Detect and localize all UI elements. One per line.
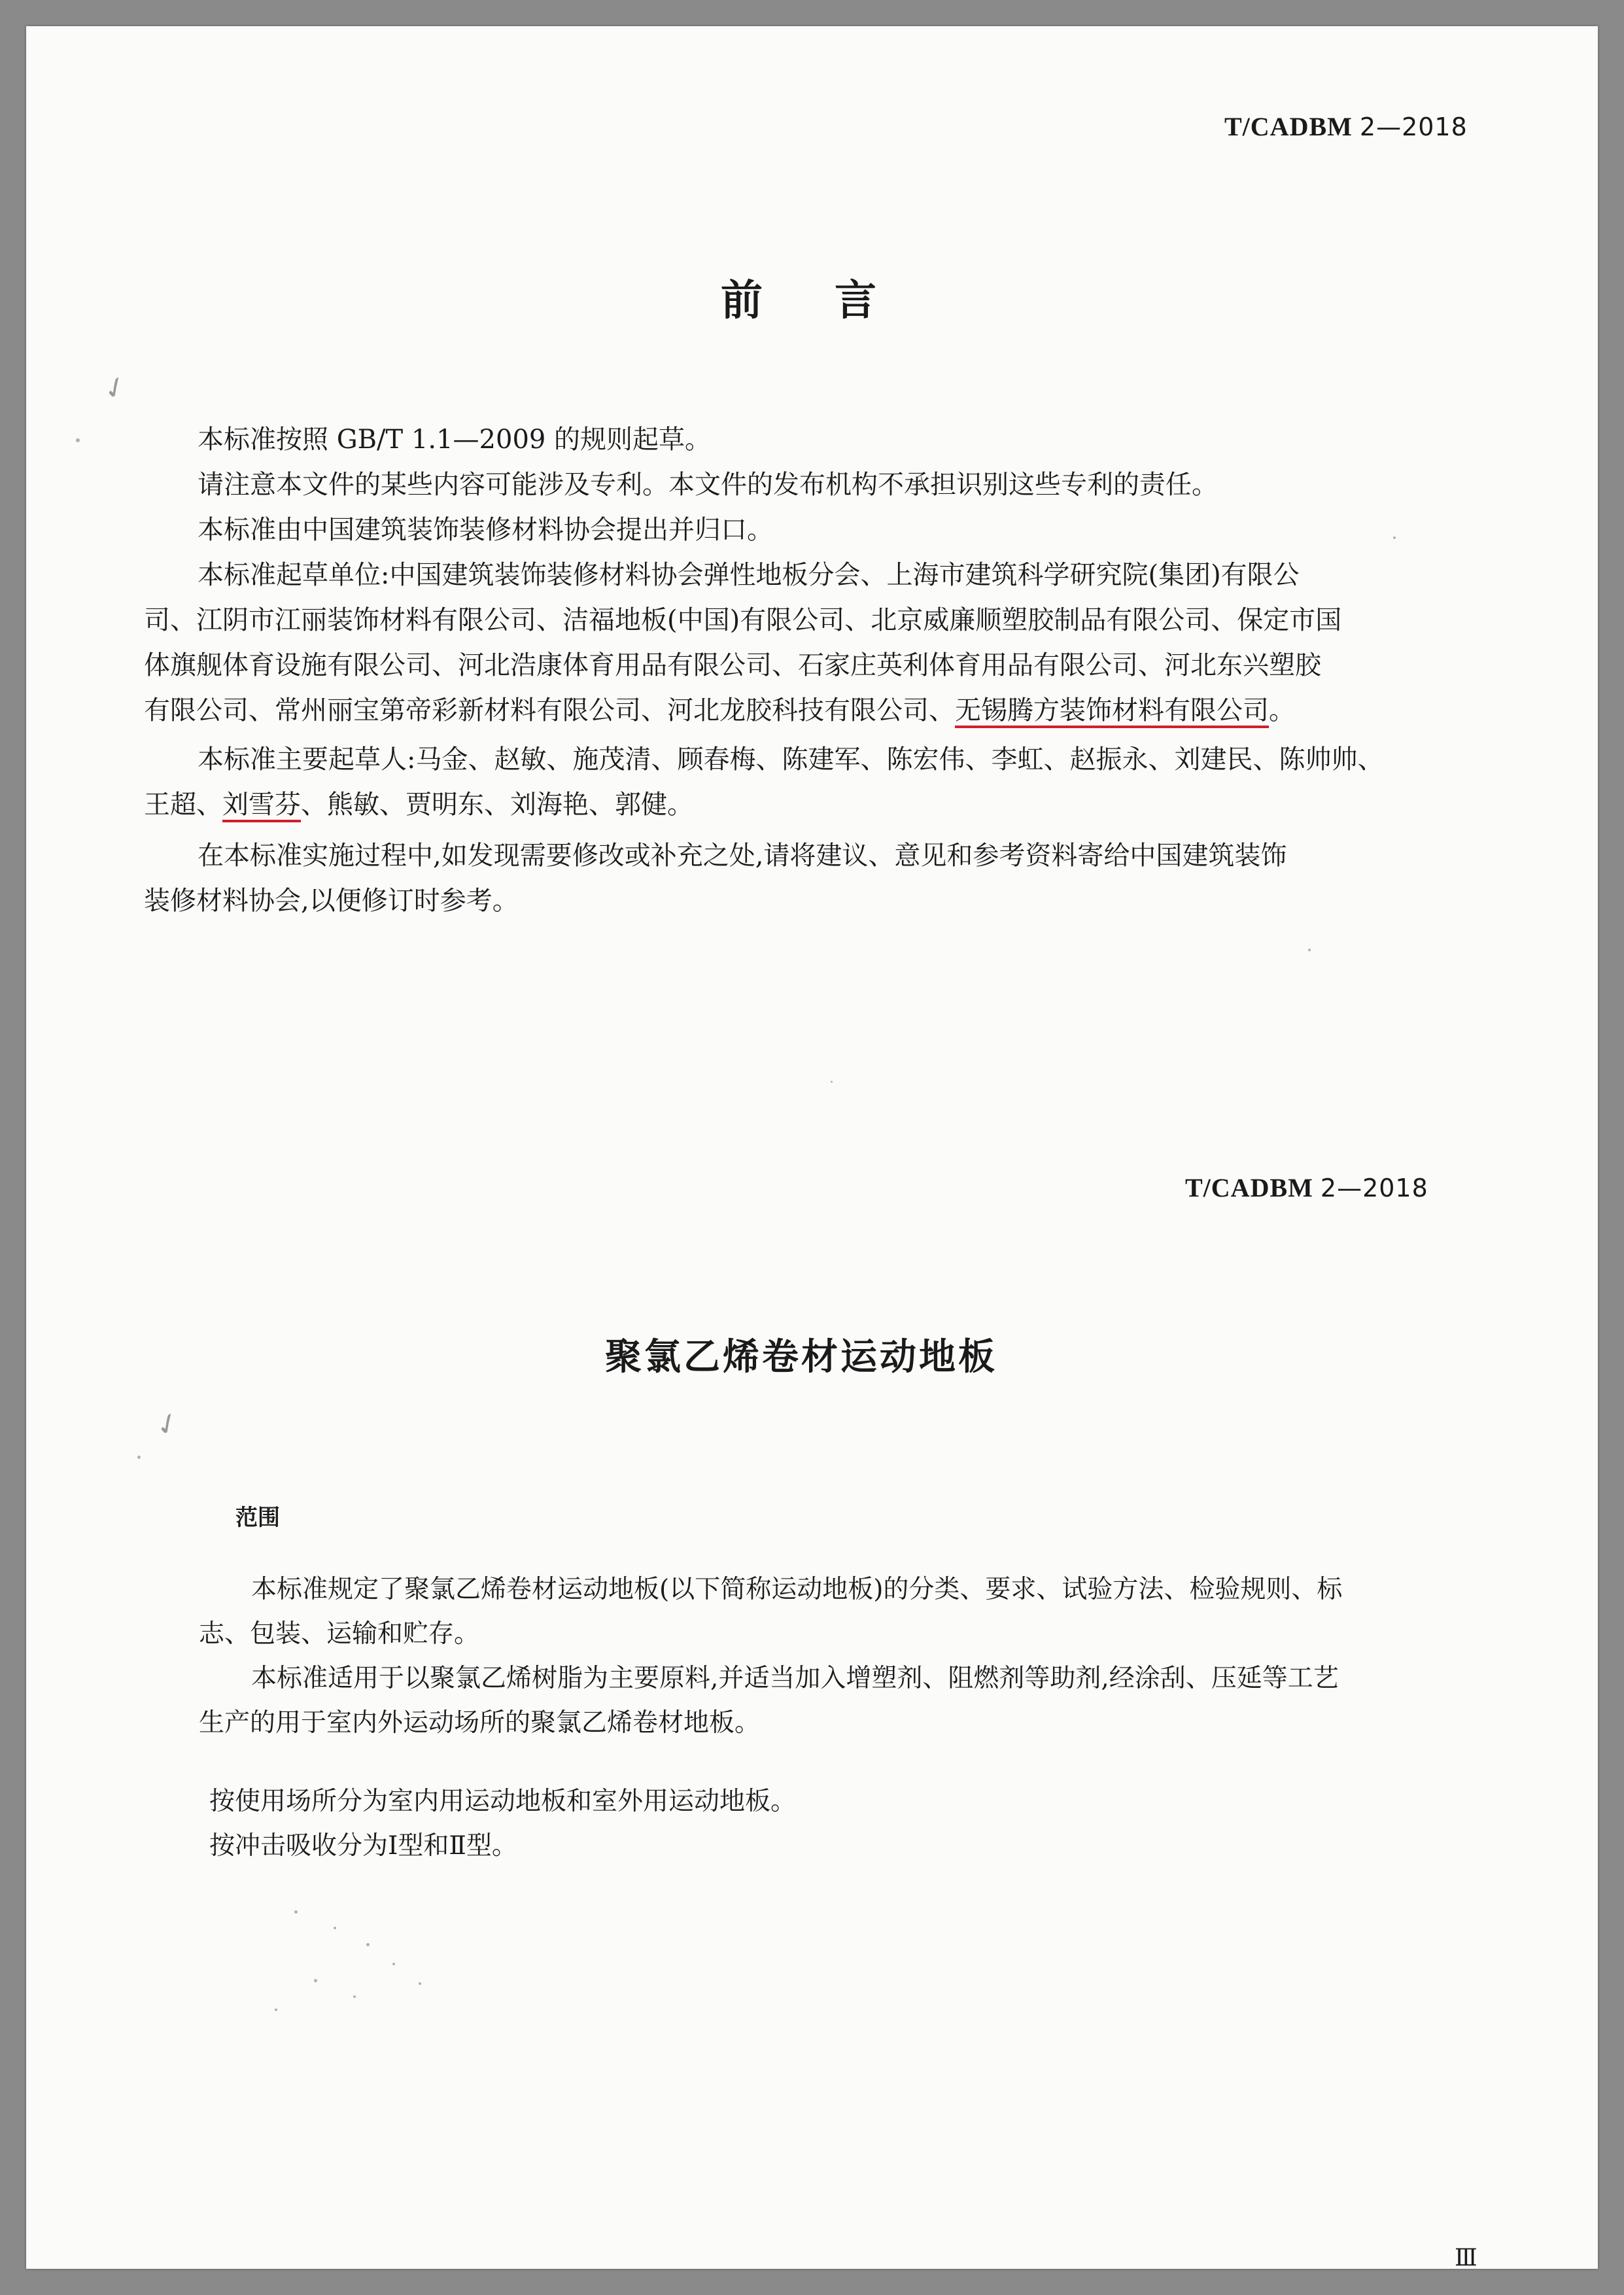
- scan-speck: [1393, 536, 1396, 539]
- scan-speck: [137, 1456, 141, 1459]
- scope-line-3: 本标准适用于以聚氯乙烯树脂为主要原料,并适当加入增塑剂、阻燃剂等助剂,经涂刮、压延等工艺: [251, 1664, 1339, 1693]
- standard-code-header-2: [1185, 1172, 1428, 1203]
- classification-line-1: 按使用场所分为室内用运动地板和室外用运动地板。: [209, 1787, 797, 1816]
- scan-speck: [366, 1943, 370, 1946]
- scope-line-1: 本标准规定了聚氯乙烯卷材运动地板(以下简称运动地板)的分类、要求、试验方法、检验规则、标: [251, 1575, 1343, 1604]
- scan-mark-icon: ✓: [149, 1404, 186, 1445]
- scan-speck: [831, 1081, 833, 1083]
- classification-line-2: 按冲击吸收分为Ⅰ型和Ⅱ型。: [209, 1831, 517, 1861]
- scan-speck: [294, 1910, 298, 1914]
- foreword-line-8: 本标准主要起草人:马金、赵敏、施茂清、顾春梅、陈建军、陈宏伟、李虹、赵振永、刘建民、陈帅帅、: [198, 745, 1384, 775]
- foreword-line-11: 装修材料协会,以便修订时参考。: [144, 886, 519, 916]
- section-heading-scope: 范围: [235, 1505, 280, 1531]
- scope-line-4: 生产的用于室内外运动场所的聚氯乙烯卷材地板。: [199, 1708, 761, 1738]
- foreword-line-9-end: 、熊敏、贾明东、刘海艳、郭健。: [301, 790, 693, 820]
- foreword-line-9: [144, 782, 693, 828]
- scan-speck: [1308, 949, 1311, 951]
- scan-speck: [275, 2008, 277, 2011]
- foreword-line-3: 本标准由中国建筑装饰装修材料协会提出并归口。: [198, 515, 773, 545]
- foreword-line-7-end: 。: [1269, 695, 1295, 726]
- scope-line-2: 志、包装、运输和贮存。: [199, 1619, 480, 1649]
- standard-code-prefix: T/CADBM: [1224, 112, 1353, 141]
- foreword-line-10: 在本标准实施过程中,如发现需要修改或补充之处,请将建议、意见和参考资料寄给中国建筑装饰: [198, 841, 1287, 871]
- foreword-line-5: 司、江阴市江丽装饰材料有限公司、洁福地板(中国)有限公司、北京威廉顺塑胶制品有限公司、保定市国: [144, 605, 1342, 635]
- scan-speck: [419, 1982, 421, 1985]
- foreword-title: 前言: [721, 277, 948, 325]
- foreword-line-7: [144, 688, 1295, 733]
- scan-speck: [353, 1995, 356, 1998]
- scan-speck: [76, 438, 80, 442]
- scan-speck: [392, 1963, 395, 1965]
- foreword-line-6: 体旗舰体育设施有限公司、河北浩康体育用品有限公司、石家庄英利体育用品有限公司、河北东兴塑胶: [144, 650, 1321, 680]
- page-number: Ⅲ: [1455, 2245, 1477, 2271]
- standard-code-number-2: 2—2018: [1320, 1174, 1428, 1202]
- underlined-person-name: 刘雪芬: [222, 790, 301, 820]
- standard-code-prefix-2: T/CADBM: [1185, 1173, 1313, 1202]
- document-page: [26, 26, 1598, 2269]
- scan-speck: [334, 1927, 336, 1929]
- foreword-line-4: 本标准起草单位:中国建筑装饰装修材料协会弹性地板分会、上海市建筑科学研究院(集团)有限公: [198, 560, 1300, 590]
- standard-code-number: 2—2018: [1359, 113, 1468, 141]
- foreword-line-1: 本标准按照 GB/T 1.1—2009 的规则起草。: [198, 425, 712, 455]
- standard-title: 聚氯乙烯卷材运动地板: [605, 1336, 997, 1378]
- standard-code-header-1: [1224, 111, 1468, 142]
- foreword-line-9-start: 王超、: [144, 790, 222, 820]
- scan-speck: [314, 1979, 317, 1982]
- foreword-line-7-text: 有限公司、常州丽宝第帝彩新材料有限公司、河北龙胶科技有限公司、: [144, 695, 955, 726]
- scan-mark-icon: ✓: [97, 368, 133, 409]
- underlined-company-name: 无锡腾方装饰材料有限公司: [955, 695, 1269, 726]
- foreword-line-2: 请注意本文件的某些内容可能涉及专利。本文件的发布机构不承担识别这些专利的责任。: [198, 470, 1218, 500]
